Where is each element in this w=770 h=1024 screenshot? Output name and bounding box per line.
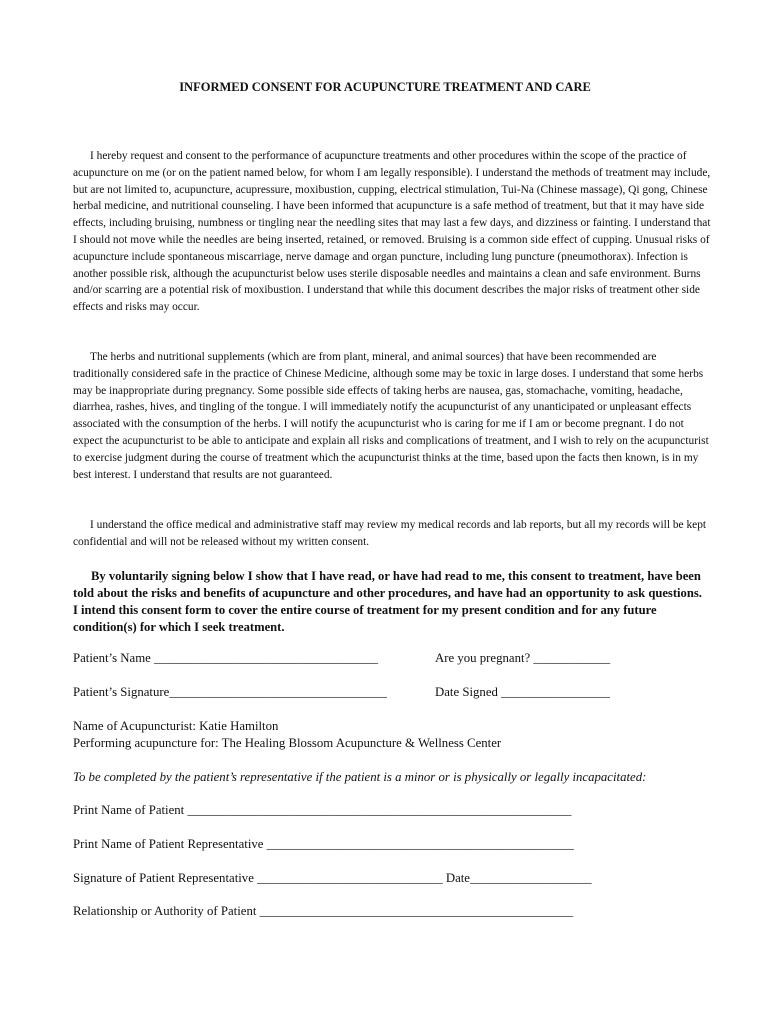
signing-statement: By voluntarily signing below I show that I have read, or have had read to me, this consent to treatment, have been told about the risks and benefits of acupuncture and other procedures, and have had an opportunity to ask questions. I intend this consent form to cover the entire course of treatment for my present condition and for any future condition(s) for which I seek treatment. [73,569,702,634]
document-title: INFORMED CONSENT FOR ACUPUNCTURE TREATMENT AND CARE [179,80,591,94]
paragraph-text: The herbs and nutritional supplements (which are from plant, mineral, and animal sources) that have been recommended are traditionally considered safe in the practice of Chinese Medicine, although some may be toxic in large doses. I understand that some herbs may be inappropriate during pregnancy. Some possible side effects of taking herbs are nausea, gas, stomachache, vomiting, headache, diarrhea, rashes, hives, and tingling of the tongue. I will immediately notify the acupuncturist of any unanticipated or unpleasant effects associated with the consumption of the herbs. I will notify the acupuncturist who is caring for me if I am or become pregnant. I do not expect the acupuncturist to be able to anticipate and explain all risks and complications of treatment, and I wish to rely on the acupuncturist to exercise judgment during the course of treatment which the acupuncturist thinks at the time, based upon the facts then known, is in my best interest. I understand that results are not guaranteed. [73,351,709,481]
consent-paragraph-records [73,517,713,551]
paragraph-text: I understand the office medical and administrative staff may review my medical records and lab reports, but all my records will be kept confidential and will not be released without my written consent. [73,519,707,548]
relationship-authority-field[interactable]: Relationship or Authority of Patient _________________________________________________ [73,904,574,918]
consent-paragraph-herbs [73,349,713,483]
date-signed-field[interactable]: Date Signed _________________ [435,685,610,699]
representative-note: To be completed by the patient’s representative if the patient is a minor or is physically or legally incapacitated: [73,770,647,784]
signature-representative-field[interactable]: Signature of Patient Representative _____________________________ Date___________________ [73,871,592,885]
patient-signature-field[interactable]: Patient’s Signature__________________________________ [73,685,387,699]
pregnant-field[interactable]: Are you pregnant? ____________ [435,651,611,665]
performing-for: Performing acupuncture for: The Healing Blossom Acupuncture & Wellness Center [73,736,502,750]
print-name-patient-field[interactable]: Print Name of Patient ____________________________________________________________ [73,803,572,817]
acupuncturist-name: Name of Acupuncturist: Katie Hamilton [73,719,279,733]
print-name-representative-field[interactable]: Print Name of Patient Representative ________________________________________________ [73,837,574,851]
patient-name-field[interactable]: Patient’s Name ___________________________________ [73,651,378,665]
consent-paragraph-procedures [73,148,713,316]
paragraph-text: I hereby request and consent to the performance of acupuncture treatments and other procedures within the scope of the practice of acupuncture on me (or on the patient named below, for whom I am legally responsible). I understand the methods of treatment may include, but are not limited to, acupuncture, acupressure, moxibustion, cupping, electrical stimulation, Tui-Na (Chinese massage), Qi gong, Chinese herbal medicine, and nutritional counseling. I have been informed that acupuncture is a safe method of treatment, but that it may have side effects, including bruising, numbness or tingling near the needling sites that may last a few days, and dizziness or fainting. I understand that I should not move while the needles are being inserted, retained, or removed. Bruising is a common side effect of cupping. Unusual risks of acupuncture include spontaneous miscarriage, nerve damage and organ puncture, including lung puncture (pneumothorax). Infection is another possible risk, although the acupuncturist below uses sterile disposable needles and maintains a clean and safe environment. Burns and/or scarring are a potential risk of moxibustion. I understand that while this document describes the major risks of treatment other side effects and risks may occur. [73,150,711,314]
